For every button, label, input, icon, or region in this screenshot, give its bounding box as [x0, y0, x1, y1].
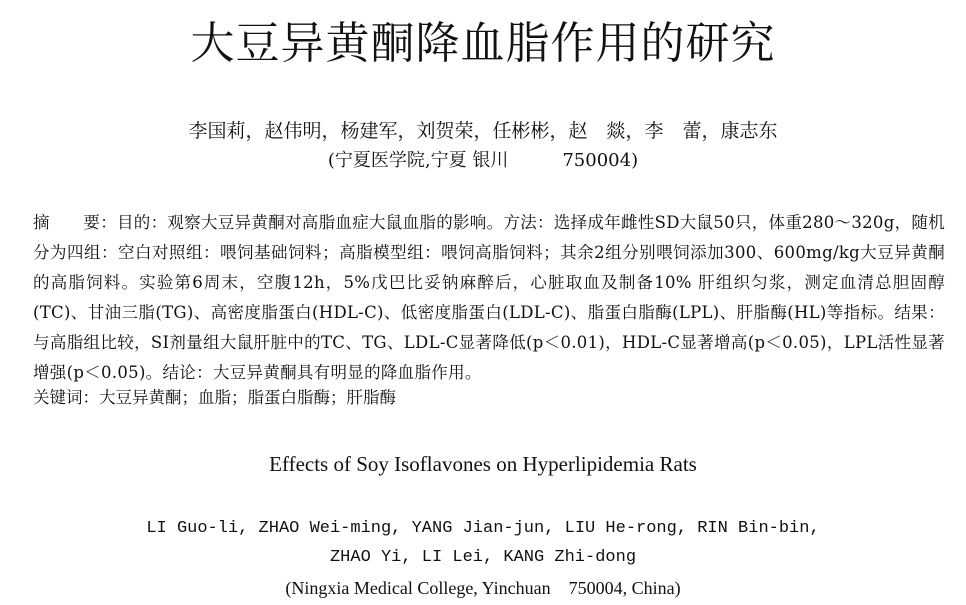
- chinese-abstract: 摘 要：目的：观察大豆异黄酮对高脂血症大鼠血脂的影响。方法：选择成年雌性SD大鼠50只，体重280～320g，随机分为四组：空白对照组：喂饲基础饲料；高脂模型组：喂饲高脂饲料；其余2组分别喂饲添加300、600mg/kg大豆异黄酮的高脂饲料。实验第6周末，空腹12h，5%戊巴比妥钠麻醉后，心脏取血及制备10% 肝组织匀浆，测定血清总胆固醇(TC)、甘油三脂(TG)、高密度脂蛋白(HDL-C)、低密度脂蛋白(LDL-C)、脂蛋白脂酶(LPL)、肝脂酶(HL)等指标。结果：与高脂组比较，SI剂量组大鼠肝脏中的TC、TG、LDL-C显著降低(p＜0.01)，HDL-C显著增高(p＜0.05)，LPL活性显著增强(p＜0.05)。结论：大豆异黄酮具有明显的降血脂作用。: [33, 213, 945, 382]
- chinese-title: 大豆异黄酮降血脂作用的研究: [190, 18, 776, 69]
- english-affiliation: (Ningxia Medical College, Yinchuan 750004, China): [285, 578, 681, 598]
- chinese-authors: 李国莉，赵伟明，杨建军，刘贺荣，任彬彬，赵 燚，李 蕾，康志东: [188, 120, 778, 142]
- english-authors-line-2: ZHAO Yi, LI Lei, KANG Zhi-dong: [329, 548, 637, 567]
- english-title: Effects of Soy Isoflavones on Hyperlipidemia Rats: [269, 452, 697, 476]
- english-authors: [0, 514, 966, 572]
- chinese-affiliation: (宁夏医学院,宁夏 银川 750004): [327, 150, 639, 171]
- chinese-keywords: 关键词：大豆异黄酮；血脂；脂蛋白脂酶；肝脂酶: [33, 388, 396, 407]
- english-authors-line-1: LI Guo-li, ZHAO Wei-ming, YANG Jian-jun, LIU He-rong, RIN Bin-bin,: [146, 519, 820, 538]
